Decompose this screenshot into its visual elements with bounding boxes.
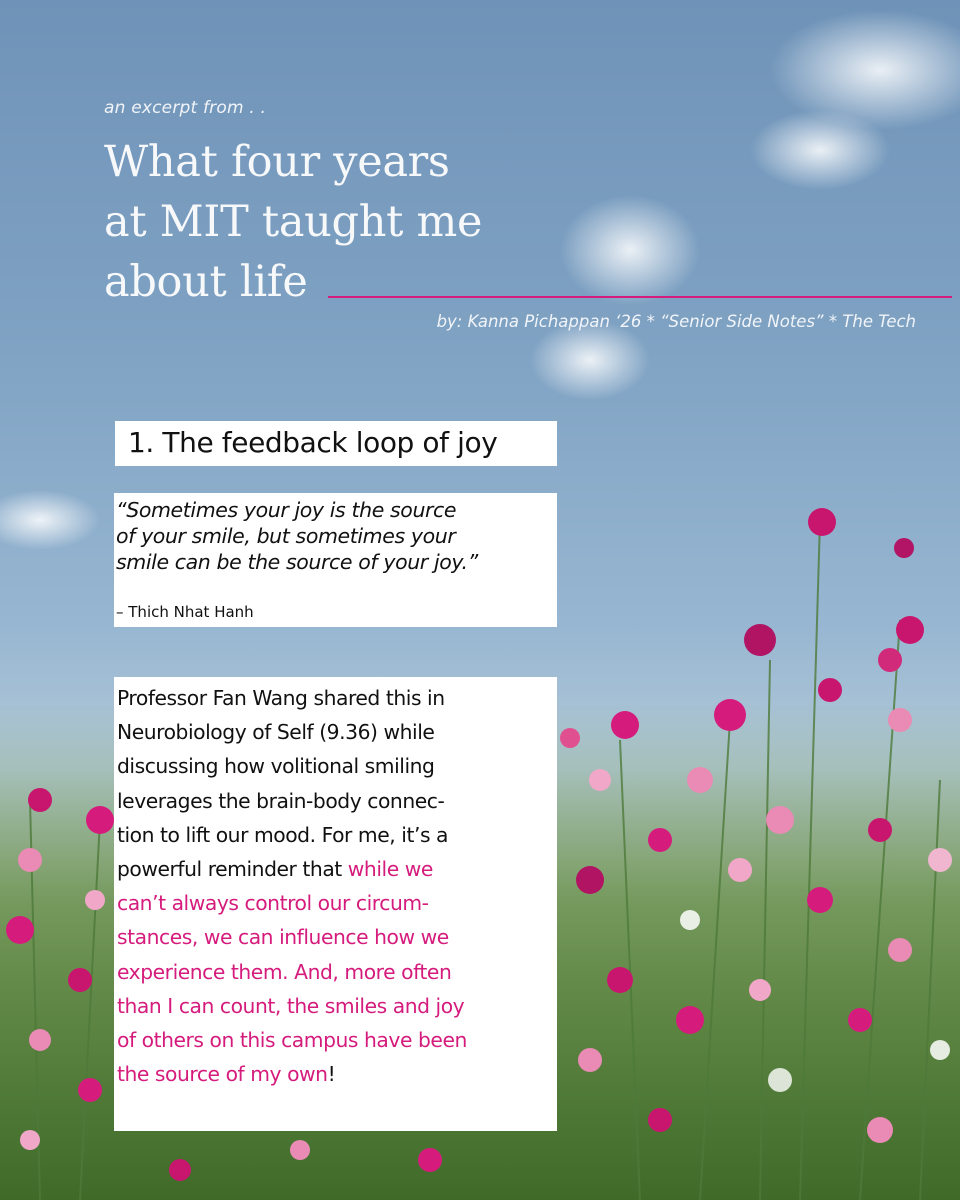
body-line-plain-part: powerful reminder that (117, 857, 348, 882)
quote-line: of your smile, but sometimes your (116, 524, 456, 548)
quote-line: smile can be the source of your joy.” (116, 550, 478, 574)
body-line: Neurobiology of Self (9.36) while (117, 720, 435, 745)
highlight-line: can’t always control our circum- (117, 891, 429, 916)
excerpt-label: an excerpt from . . (104, 98, 267, 118)
body-line-end (117, 1057, 467, 1091)
highlight-line: than I can count, the smiles and joy (117, 993, 465, 1018)
accent-divider (328, 296, 952, 298)
body-line: leverages the brain-body connec- (117, 788, 445, 813)
highlight-line: experience them. And, more often (117, 959, 452, 984)
section-heading: 1. The feedback loop of joy (128, 426, 498, 459)
highlight-start: while we (347, 857, 433, 882)
body-text (117, 681, 467, 1091)
body-line-mixed (117, 852, 467, 886)
body-line: tion to lift our mood. For me, it’s a (117, 822, 449, 847)
highlight-line: stances, we can influence how we (117, 925, 449, 950)
highlight-end: the source of my own (117, 1062, 328, 1087)
end-punctuation: ! (327, 1062, 336, 1087)
quote-line: “Sometimes your joy is the source (116, 498, 457, 522)
quote-author: – Thich Nhat Hanh (116, 603, 254, 621)
author-byline: by: Kanna Pichappan ‘26 * “Senior Side Notes” * The Tech (436, 312, 916, 331)
body-line: Professor Fan Wang shared this in (117, 686, 445, 710)
quote-text (116, 497, 556, 575)
title-line: What four years (104, 137, 450, 187)
highlight-line: of others on this campus have been (117, 1028, 467, 1053)
title-line: at MIT taught me (104, 197, 483, 247)
title-line: about life (104, 257, 308, 307)
body-line: discussing how volitional smiling (117, 754, 435, 779)
post-title (104, 132, 482, 312)
